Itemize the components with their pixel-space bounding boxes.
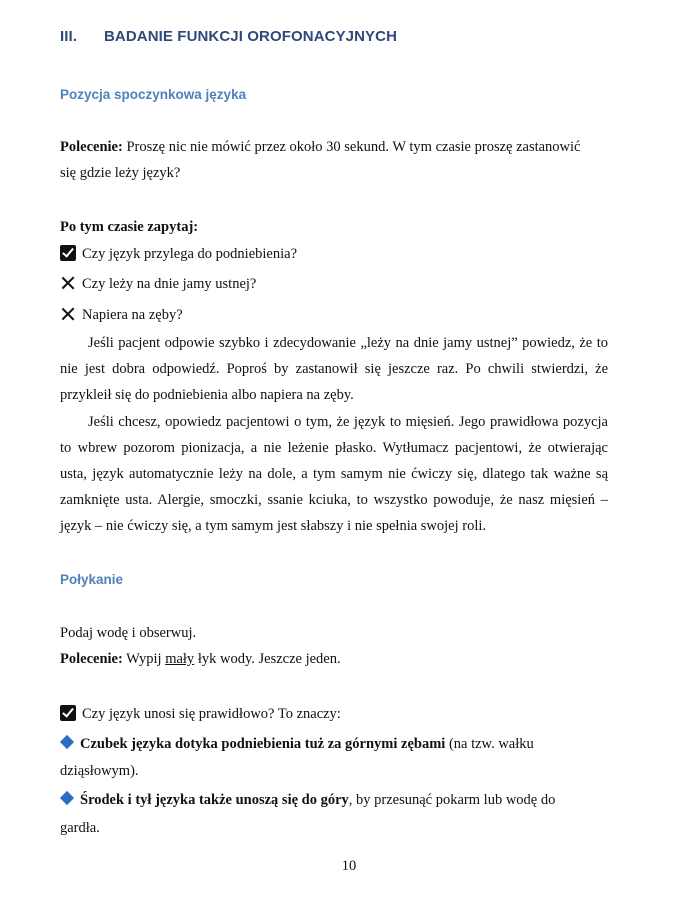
section-number: III. [60,28,78,45]
diamond-bullet-icon [60,791,74,805]
instruction-line [60,134,581,160]
paragraph-tongue-muscle: Jeśli chcesz, opowiedz pacjentowi o tym, że język to mięsień. Jego prawidłowa pozycja to wbrew pozorom pionizacja, a nie leżenie płasko. Wytłumacz pacjentowi, że otwierając usta, język automatycznie leży na dole, a tym samym nie ćwiczy się, dlatego tak ważne są zamknięte usta. Alergie, smoczki, ssanie kciuka, to wszystko powoduje, że nasz mięsień – język – nie ćwiczy się, a tym samym jest słabszy i nie spełnia swojej roli. [60,414,608,534]
instruction-label: Polecenie: [60,651,123,667]
question-item: Czy leży na dnie jamy ustnej? [60,271,256,297]
instruction-line-2: się gdzie leży język? [60,165,181,181]
cross-icon [60,306,76,322]
check-icon [60,705,76,721]
swallow-intro: Podaj wodę i obserwuj. [60,625,197,641]
subheading-swallowing: Połykanie [60,572,124,587]
swallow-check-item: Czy język unosi się prawidłowo? To znaczy: [60,701,341,727]
swallow-point-2-cont: gardła. [60,820,100,836]
paragraph-patient-answer: Jeśli pacjent odpowie szybko i zdecydowanie „leży na dnie jamy ustnej” powiedz, że to nie jest dobra odpowiedź. Poproś by zastanowił się jeszcze raz. Po chwili stwierdzi, że przykleił się do podniebienia albo napiera na zęby. [60,335,608,403]
page-number: 10 [341,858,357,874]
instruction-label: Polecenie: [60,139,123,155]
diamond-bullet-icon [60,735,74,749]
question-item: Napiera na zęby? [60,302,183,328]
swallow-point-1: Czubek języka dotyka podniebienia tuż za górnymi zębami (na tzw. wałku [60,731,534,757]
swallow-point-1-cont: dziąsłowym). [60,763,139,779]
section-title: BADANIE FUNKCJI OROFONACYJNYCH [104,28,398,45]
check-icon [60,245,76,261]
instruction-text: Proszę nic nie mówić przez około 30 sekund. W tym czasie proszę zastanowić [122,139,581,155]
question-item: Czy język przylega do podniebienia? [60,241,297,267]
swallow-instruction: Polecenie: Wypij mały łyk wody. Jeszcze jeden. [60,651,341,667]
ask-label: Po tym czasie zapytaj: [60,219,199,235]
subheading-rest-position: Pozycja spoczynkowa języka [60,87,247,102]
swallow-point-2: Środek i tył języka także unoszą się do góry, by przesunąć pokarm lub wodę do [60,787,555,813]
cross-icon [60,275,76,291]
section-heading [60,28,397,45]
